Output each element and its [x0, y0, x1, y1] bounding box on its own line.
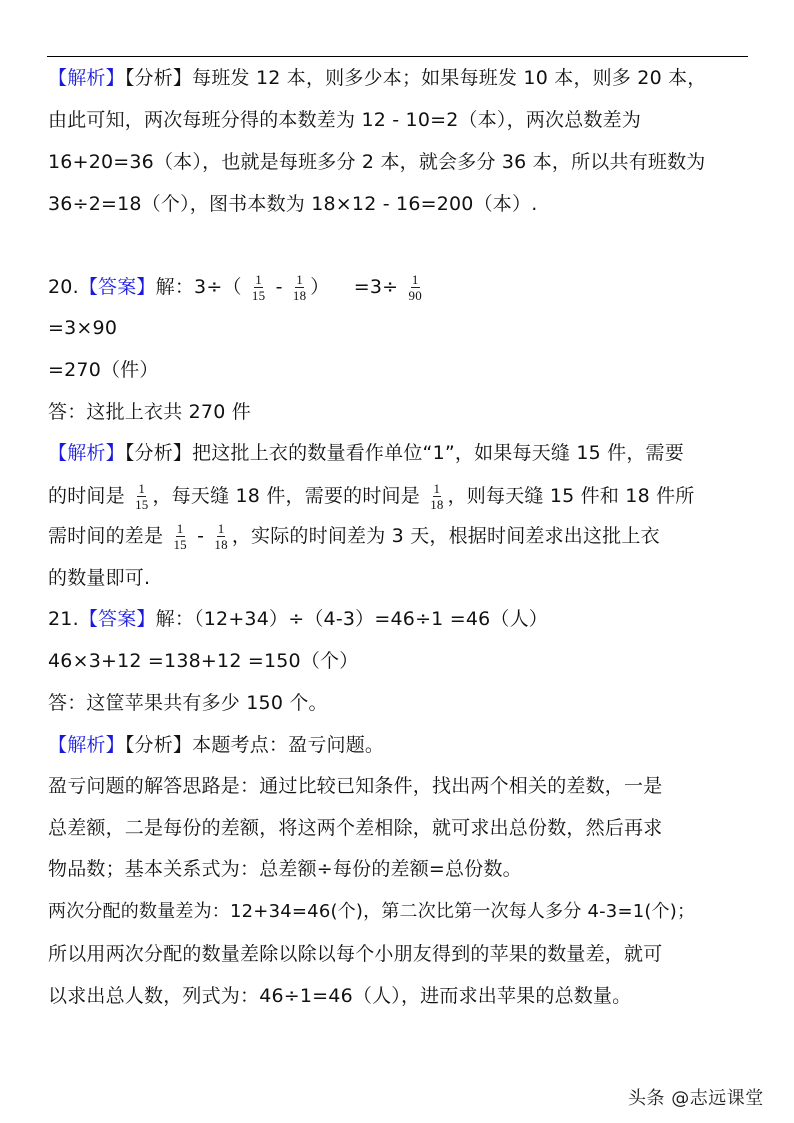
- q21-analysis-line-2: 总差额，二是每份的差额，将这两个差相除，就可求出总份数，然后再求: [48, 817, 663, 839]
- analysis-text: 需时间的差是: [48, 525, 164, 547]
- minus-sign: -: [275, 276, 283, 298]
- fraction-1-18: $\frac{1}{18}$: [292, 272, 307, 303]
- watermark: 头条 @志远课堂: [628, 1088, 764, 1109]
- q19-analysis-line-4: 36÷2=18（个），图书本数为 18×12 - 16=200（本）.: [48, 193, 538, 215]
- solve-prefix: 解：3÷（: [155, 276, 242, 298]
- q19-analysis-line-3: 16+20=36（本），也就是每班多分 2 本，就会多分 36 本，所以共有班数为: [48, 151, 706, 173]
- analysis-text: 的时间是: [48, 485, 125, 507]
- q21-analysis-line-4: 两次分配的数量差为：12+34=46(个)，第二次比第一次每人多分 4-3=1(个)；: [48, 901, 696, 922]
- q20-step-3: =270（件）: [48, 359, 159, 381]
- q20-step-2: =3×90: [48, 317, 118, 339]
- header-rule: [47, 56, 748, 57]
- jiexi-tag: 【解析】: [48, 442, 125, 464]
- solve-step: 解：（12+34）÷（4-3）=46÷1 =46（人）: [155, 608, 549, 630]
- q21-analysis-line-5: 所以用两次分配的数量差除以除以每个小朋友得到的苹果的数量差，就可: [48, 943, 663, 965]
- close-paren: ）: [310, 276, 330, 298]
- analysis-text: ，则每天缝 15 件和 18 件所: [447, 485, 695, 507]
- q20-answer: 答：这批上衣共 270 件: [48, 401, 251, 423]
- answer-tag: 【答案】: [78, 276, 156, 298]
- q21-step-2: 46×3+12 =138+12 =150（个）: [48, 650, 359, 672]
- question-number: 20.: [48, 276, 79, 298]
- jiexi-tag: 【解析】: [48, 734, 125, 756]
- analysis-text: ，每天缝 18 件，需要的时间是: [152, 485, 420, 507]
- minus-sign: -: [197, 525, 205, 547]
- q19-analysis-line-2: 由此可知，两次每班分得的本数差为 12 - 10=2（本），两次总数差为: [48, 109, 642, 131]
- q21-analysis-topic: [48, 733, 384, 757]
- analysis-topic: 本题考点：盈亏问题。: [192, 734, 385, 756]
- analysis-text: 每班发 12 本，则多少本；如果每班发 10 本，则多 20 本，: [192, 67, 707, 89]
- q21-analysis-line-6: 以求出总人数，列式为：46÷1=46（人），进而求出苹果的总数量。: [48, 985, 632, 1007]
- q21-answer: 答：这筐苹果共有多少 150 个。: [48, 692, 328, 714]
- answer-tag: 【答案】: [78, 608, 156, 630]
- q20-analysis-line-2: [48, 481, 695, 511]
- question-number: 21.: [48, 608, 79, 630]
- q20-analysis-line-4: 的数量即可.: [48, 567, 151, 589]
- fenxi-tag: 【分析】: [124, 442, 193, 464]
- q21-analysis-line-3: 物品数；基本关系式为：总差额÷每份的差额=总份数。: [48, 858, 522, 880]
- q20-analysis-line-1: [48, 441, 684, 465]
- fraction-1-90: $\frac{1}{90}$: [408, 272, 422, 303]
- q20-solution-line-1: [48, 272, 426, 302]
- fenxi-tag: 【分析】: [124, 734, 193, 756]
- q19-analysis-line-1: [48, 66, 707, 90]
- fraction-1-18: $\frac{1}{18}$: [430, 481, 444, 512]
- fraction-1-18: $\frac{1}{18}$: [214, 521, 228, 552]
- fenxi-tag: 【分析】: [124, 67, 193, 89]
- jiexi-tag: 【解析】: [48, 67, 125, 89]
- q21-analysis-line-1: 盈亏问题的解答思路是：通过比较已知条件，找出两个相关的差数，一是: [48, 775, 663, 797]
- q21-solution-line-1: [48, 607, 548, 631]
- fraction-1-15: $\frac{1}{15}$: [251, 272, 266, 303]
- analysis-text: 把这批上衣的数量看作单位“1”，如果每天缝 15 件，需要: [192, 442, 684, 464]
- analysis-text: ，实际的时间差为 3 天，根据时间差求出这批上衣: [231, 525, 660, 547]
- fraction-1-15: $\frac{1}{15}$: [173, 521, 187, 552]
- equals-part: =3÷: [353, 276, 399, 298]
- fraction-1-15: $\frac{1}{15}$: [135, 481, 149, 512]
- q20-analysis-line-3: [48, 521, 660, 551]
